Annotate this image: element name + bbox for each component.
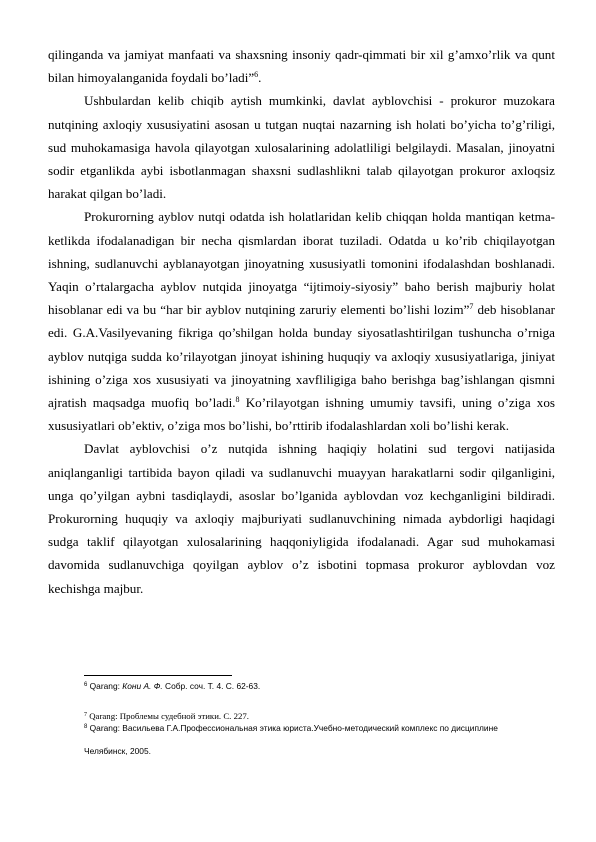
paragraph-1-tail: . (258, 70, 262, 86)
footnote-ref-7[interactable]: 7 (469, 302, 474, 312)
footnote-8-text: Qarang: Васильева Г.А.Профессиональная этика юриста.Учебно-методический комплекс по дисциплине (87, 723, 498, 733)
footnote-6 (84, 681, 564, 691)
footnote-separator (84, 675, 232, 676)
paragraph-1 (48, 43, 555, 89)
paragraph-1-text: qilinganda va jamiyat manfaati va shaxsning insoniy qadr-qimmati bir xil g’amxo’rlik va qunt bilan himoyalanganida foydali bo’ladi” (48, 47, 555, 86)
body-text (48, 43, 555, 600)
footnote-ref-8[interactable]: 8 (235, 395, 240, 405)
paragraph-3 (48, 205, 555, 437)
paragraph-4: Davlat ayblovchisi o’z nutqida ishning haqiqiy holatini sud tergovi natijasida aniqlanganligi tartibida bayon qiladi va sudlanuvchi muayyan harakatlarni sodir qilganligini, unga qo’yilgan aybni tasdiqlaydi, asoslar bo’lganida ayblovdan voz kechganligini bildiradi. Prokurorning huquqiy va axloqiy majburiyati sudlanuvchining nimada aybdorligi haqidagi sudga taklif qilayotgan xulosalarining haqqoniyligida ifodalanadi. Agar sud muhokamasi davomida sudlanuvchiga qoyilgan ayblov o’z isbotini topmasa prokuror ayblovdan voz kechishga majbur. (48, 441, 555, 596)
footnote-8 (84, 723, 564, 733)
paragraph-2: Ushbulardan kelib chiqib aytish mumkinki, davlat ayblovchisi - prokuror muzokara nutqining axloqiy xususiyatini asosan u tutgan nuqtai nazarning ish holati bo’yicha to’g’riligi, sud muhokamasiga havola qilayotgan xulosalarining adolatliligi belgilaydi. Masalan, jinoyatni sodir etganlikda aybi isbotlanmagan shaxsni sudlashlikni talab qilayotgan prokuror axloqsiz harakat qilgan bo’ladi. (48, 93, 555, 202)
paragraph-3-part-a: Prokurorning ayblov nutqi odatda ish holatlaridan kelib chiqqan holda mantiqan ketma-ketlikda ifodalanadigan bir necha qismlardan iborat tuziladi. Odatda u ko’rib chiqilayotgan ishning, sudlanuvchi ayblanayotgan jinoyatning xususiyatli tomonini ifodalashdan boshlanadi. Yaqin o’rtalargacha ayblov nutqida jinoyatga “ijtimoiy-siyosiy” baho berish majburiy holat hisoblanar edi va bu “har bir ayblov nutqining zaruriy elementi bo’lishi lozim” (48, 209, 555, 318)
footnote-8-continuation: Челябинск, 2005. (84, 746, 151, 756)
footnote-7-number: 7 (84, 712, 87, 718)
footnote-6-prefix: Qarang: (87, 681, 123, 691)
footnote-ref-6[interactable]: 6 (254, 70, 259, 80)
paragraph-3-part-c: Ko’rilayotgan ishning umumiy tavsifi, uning o’ziga xos xususiyatlari ob’ektiv, o’ziga mos bo’lishi, bo’rttirib ifodalashlardan xoli bo’lishi kerak. (48, 395, 555, 434)
footnote-6-number: 6 (84, 682, 88, 688)
paragraph-3-part-b: deb hisoblanar edi. G.A.Vasilyevaning fikriga qo’shilgan holda bunday siyosatlashtirilgan tushuncha o’rniga ayblov nutqiga sudda ko’rilayotgan jinoyat ishining huquqiy va axloqiy xususiyatlariga, jiniyat ishining o’ziga xos xususiyati va jinoyatning xavfliligiga baho berishga bag’ishlangan qismni ajratish maqsadga muofiq bo’ladi. (48, 302, 556, 411)
footnote-7 (84, 711, 564, 721)
footnote-6-source: Собр. соч. Т. 4. С. 62-63. (162, 681, 261, 691)
footnote-6-author: Кони А. Ф. (122, 681, 163, 691)
footnote-7-text: Qarang: Проблемы судебной этики. С. 227. (87, 711, 249, 721)
footnote-8-number: 8 (84, 724, 88, 730)
